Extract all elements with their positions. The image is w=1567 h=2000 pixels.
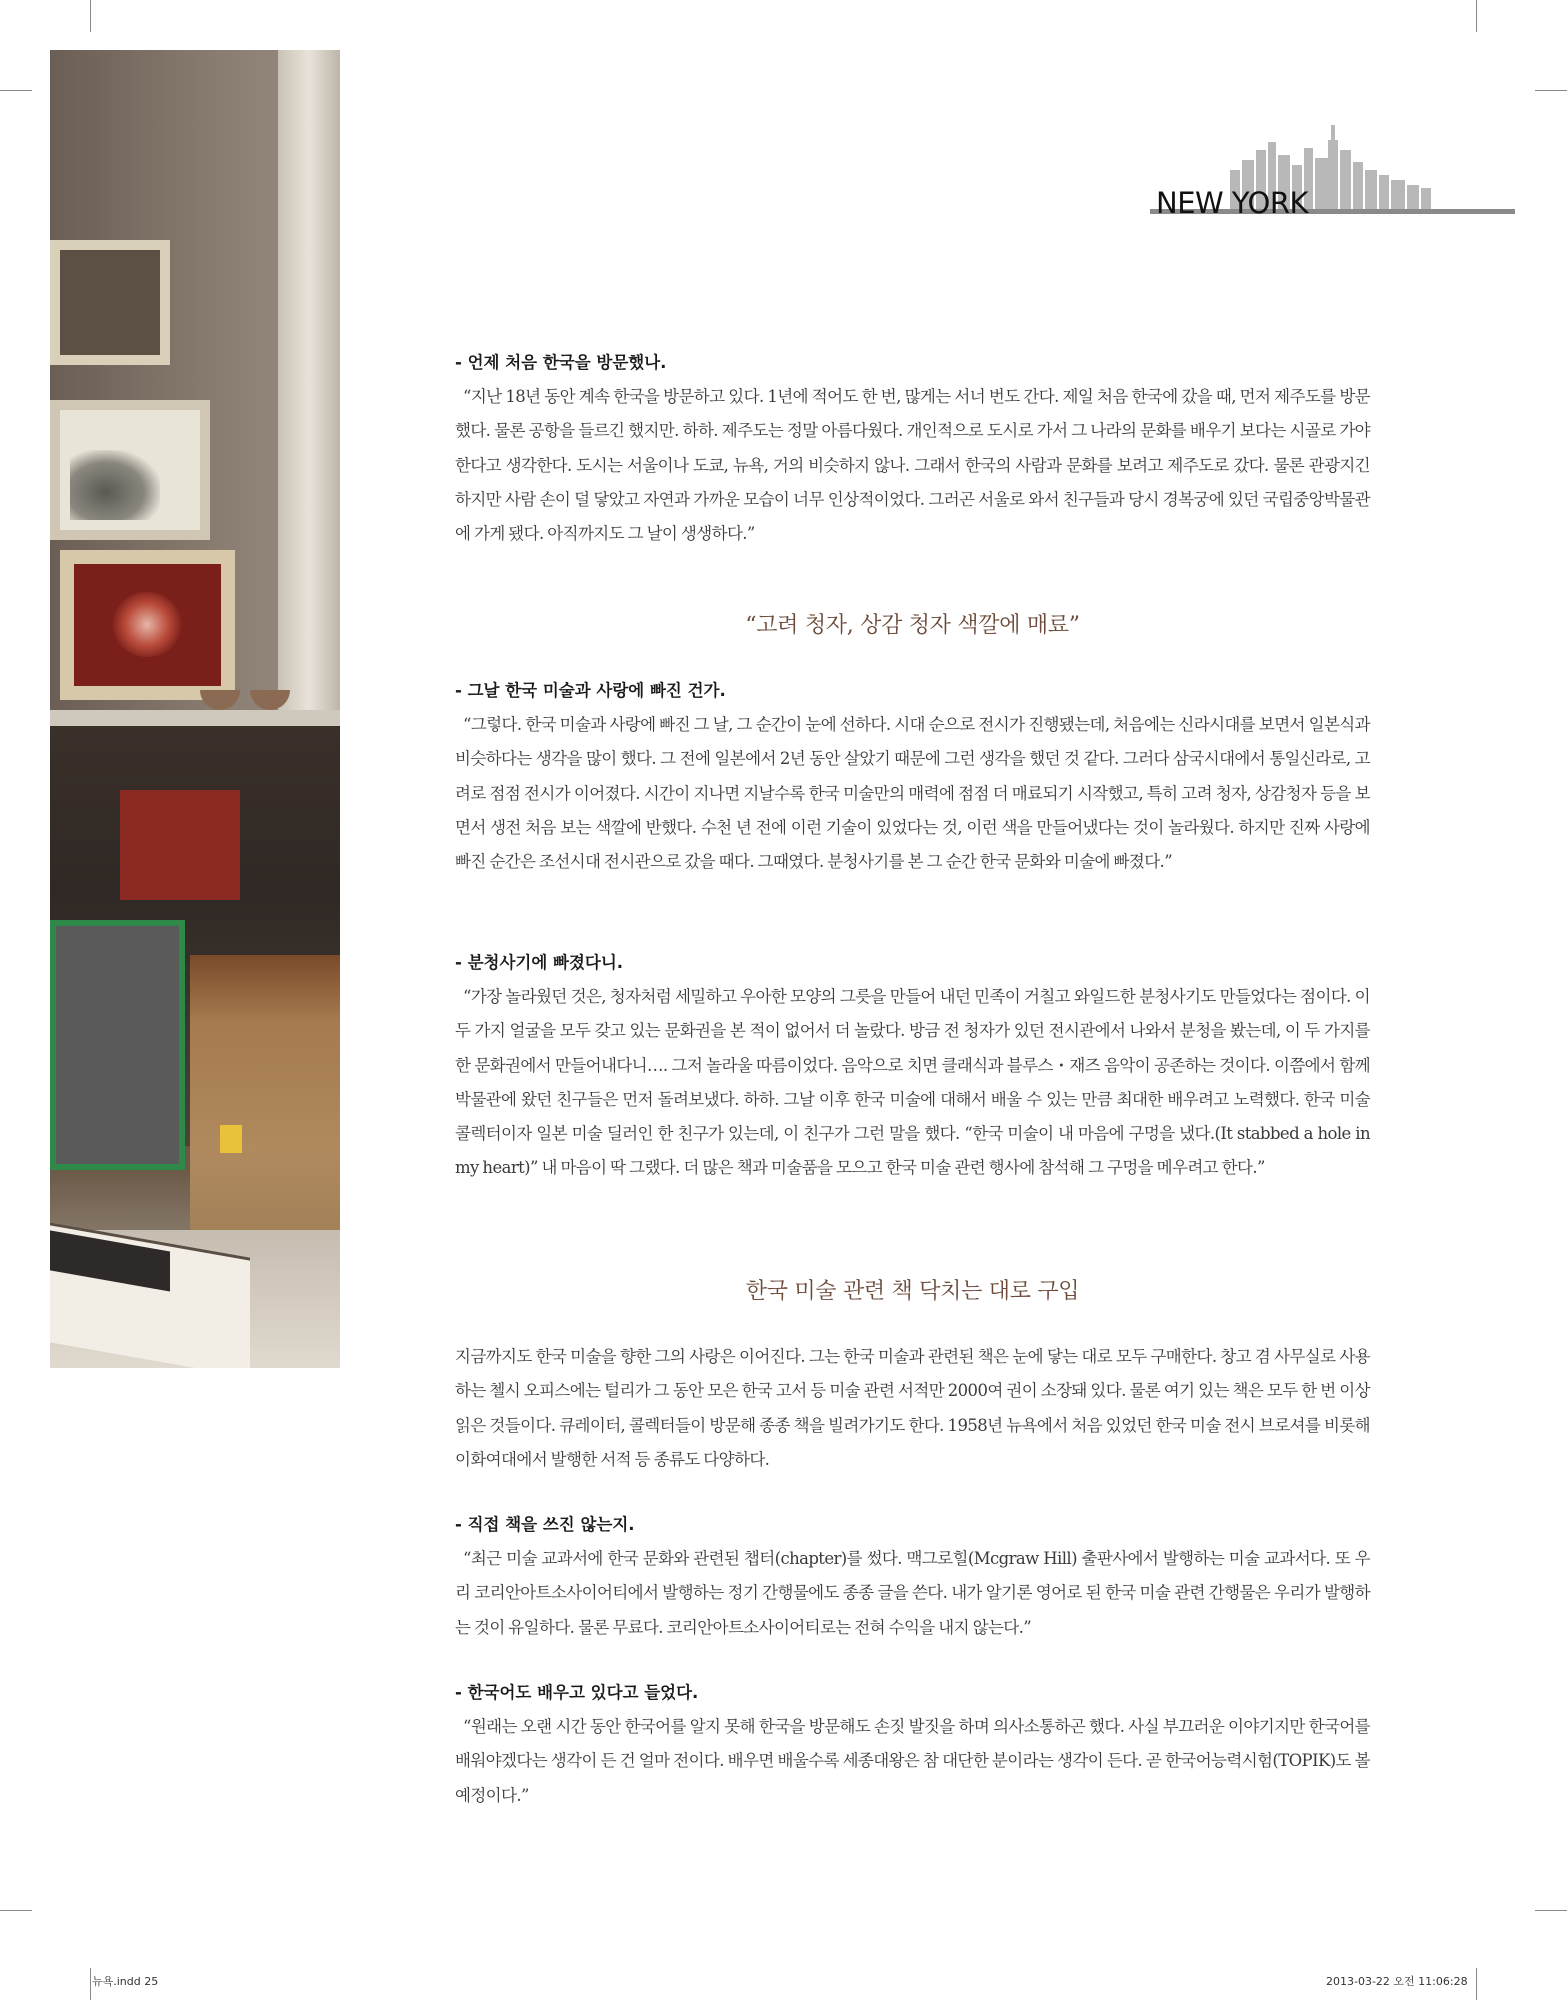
crop-mark bbox=[90, 0, 91, 32]
crop-mark bbox=[1535, 90, 1567, 91]
photo-pillar bbox=[278, 50, 340, 750]
interview-block bbox=[455, 1676, 1370, 1813]
interview-block bbox=[455, 1508, 1370, 1645]
interview-block bbox=[455, 946, 1370, 1186]
photo-red-box bbox=[120, 790, 240, 900]
section-heading: “고려 청자, 상감 청자 색깔에 매료” bbox=[745, 613, 1080, 638]
interview-block bbox=[455, 674, 1370, 879]
photo-board-print bbox=[50, 1230, 170, 1291]
crop-mark bbox=[0, 1910, 32, 1911]
photo-carton-tag bbox=[220, 1125, 242, 1153]
footer-timestamp: 2013-03-22 오전 11:06:28 bbox=[1326, 1975, 1468, 1988]
interview-answer: “최근 미술 교과서에 한국 문화와 관련된 챕터(chapter)를 썼다. 맥그로힐(Mcgraw Hill) 출판사에서 발행하는 미술 교과서다. 또 우리 코리안아트소사이어티에서 발행하는 정기 간행물에도 종종 글을 쓴다. 내가 알기론 영어로 된 한국 미술 관련 간행물은 우리가 발행하는 것이 유일하다. 물론 무료다. 코리안아트소사이어티로는 전혀 수익을 내지 않는다.” bbox=[455, 1549, 1370, 1637]
photo-shelf bbox=[50, 710, 340, 726]
section-heading: 한국 미술 관련 책 닥치는 대로 구입 bbox=[745, 1279, 1080, 1304]
gallery-storage-photo bbox=[50, 50, 340, 1368]
interview-answer: “그렇다. 한국 미술과 사랑에 빠진 그 날, 그 순간이 눈에 선하다. 시대 순으로 전시가 진행됐는데, 처음에는 신라시대를 보면서 일본식과 비슷하다는 생각을 많이 했다. 그 전에 일본에서 2년 동안 살았기 때문에 그런 생각을 했던 것 같다. 그러다 삼국시대에서 통일신라로, 고려로 점점 전시가 이어졌다. 시간이 지나면 지날수록 한국 미술만의 매력에 점점 더 매료되기 시작했고, 특히 고려 청자, 상감청자 등을 보면서 생전 처음 보는 색깔에 반했다. 수천 년 전에 이런 기술이 있었다는 것, 이런 색을 만들어냈다는 것이 놀라웠다. 하지만 진짜 사랑에 빠진 순간은 조선시대 전시관으로 갔을 때다. 그때였다. 분청사기를 본 그 순간 한국 문화와 미술에 빠졌다.” bbox=[455, 715, 1370, 872]
section-label: NEW YORK bbox=[1156, 186, 1309, 220]
interview-question: - 한국어도 배우고 있다고 들었다. bbox=[455, 1683, 699, 1702]
interview-question: - 언제 처음 한국을 방문했나. bbox=[455, 353, 667, 372]
interview-question: - 그날 한국 미술과 사랑에 빠진 건가. bbox=[455, 681, 726, 700]
interview-question: - 분청사기에 빠졌다니. bbox=[455, 953, 624, 972]
photo-green-panel bbox=[50, 920, 185, 1170]
interview-answer: “지난 18년 동안 계속 한국을 방문하고 있다. 1년에 적어도 한 번, 많게는 서너 번도 간다. 제일 처음 한국에 갔을 때, 먼저 제주도를 방문했다. 물론 공항을 들르긴 했지만. 하하. 제주도는 정말 아름다웠다. 개인적으로 도시로 가서 그 나라의 문화를 배우기 보다는 시골로 가야 한다고 생각한다. 도시는 서울이나 도쿄, 뉴욕, 거의 비슷하지 않나. 그래서 한국의 사람과 문화를 보려고 제주도로 갔다. 물론 관광지긴 하지만 사람 손이 덜 닿았고 자연과 가까운 모습이 너무 인상적이었다. 그러곤 서울로 와서 친구들과 당시 경복궁에 있던 국립중앙박물관에 가게 됐다. 아직까지도 그 날이 생생하다.” bbox=[455, 387, 1370, 544]
interview-block bbox=[455, 346, 1370, 551]
body-paragraph bbox=[455, 1340, 1370, 1477]
crop-mark bbox=[1476, 0, 1477, 32]
body-text: 지금까지도 한국 미술을 향한 그의 사랑은 이어진다. 그는 한국 미술과 관련된 책은 눈에 닿는 대로 모두 구매한다. 창고 겸 사무실로 사용하는 첼시 오피스에는 털리가 그 동안 모은 한국 고서 등 미술 관련 서적만 2000여 권이 소장돼 있다. 물론 여기 있는 책은 모두 한 번 이상 읽은 것들이다. 큐레이터, 콜렉터들이 방문해 종종 책을 빌려가기도 한다. 1958년 뉴욕에서 처음 있었던 한국 미술 전시 브로셔를 비롯해 이화여대에서 발행한 서적 등 종류도 다양하다. bbox=[455, 1347, 1370, 1469]
photo-embroidery-frame bbox=[60, 550, 235, 700]
photo-landscape-frame bbox=[50, 400, 210, 540]
footer-file-info: 뉴욕.indd 25 bbox=[92, 1975, 159, 1988]
photo-peony-embroidery bbox=[112, 592, 182, 657]
crop-mark bbox=[90, 1968, 91, 2000]
crop-mark bbox=[1535, 1910, 1567, 1911]
crop-mark bbox=[0, 90, 32, 91]
photo-picture-frame bbox=[50, 240, 170, 365]
interview-answer: “가장 놀라웠던 것은, 청자처럼 세밀하고 우아한 모양의 그릇을 만들어 내던 민족이 거칠고 와일드한 분청사기도 만들었다는 점이다. 이 두 가지 얼굴을 모두 갖고 있는 문화권을 본 적이 없어서 더 놀랐다. 방금 전 청자가 있던 전시관에서 나와서 분청을 봤는데, 이 두 가지를 한 문화권에서 만들어내다니…. 그저 놀라울 따름이었다. 음악으로 치면 클래식과 블루스・재즈 음악이 공존하는 것이다. 이쯤에서 함께 박물관에 왔던 친구들은 먼저 돌려보냈다. 하하. 그날 이후 한국 미술에 대해서 배울 수 있는 만큼 최대한 배우려고 노력했다. 한국 미술 콜렉터이자 일본 미술 딜러인 한 친구가 있는데, 이 친구가 그런 말을 했다. “한국 미술이 내 마음에 구멍을 냈다.(It stabbed a hole in my heart)” 내 마음이 딱 그랬다. 더 많은 책과 미술품을 모으고 한국 미술 관련 행사에 참석해 그 구멍을 메우려고 한다.” bbox=[455, 987, 1370, 1178]
section-header bbox=[1150, 120, 1515, 220]
interview-question: - 직접 책을 쓰진 않는지. bbox=[455, 1515, 635, 1534]
crop-mark bbox=[1476, 1968, 1477, 2000]
interview-answer: “원래는 오랜 시간 동안 한국어를 알지 못해 한국을 방문해도 손짓 발짓을 하며 의사소통하곤 했다. 사실 부끄러운 이야기지만 한국어를 배워야겠다는 생각이 든 건 얼마 전이다. 배우면 배울수록 세종대왕은 참 대단한 분이라는 생각이 든다. 곧 한국어능력시험(TOPIK)도 볼 예정이다.” bbox=[455, 1717, 1370, 1805]
photo-landscape-art bbox=[70, 450, 160, 520]
